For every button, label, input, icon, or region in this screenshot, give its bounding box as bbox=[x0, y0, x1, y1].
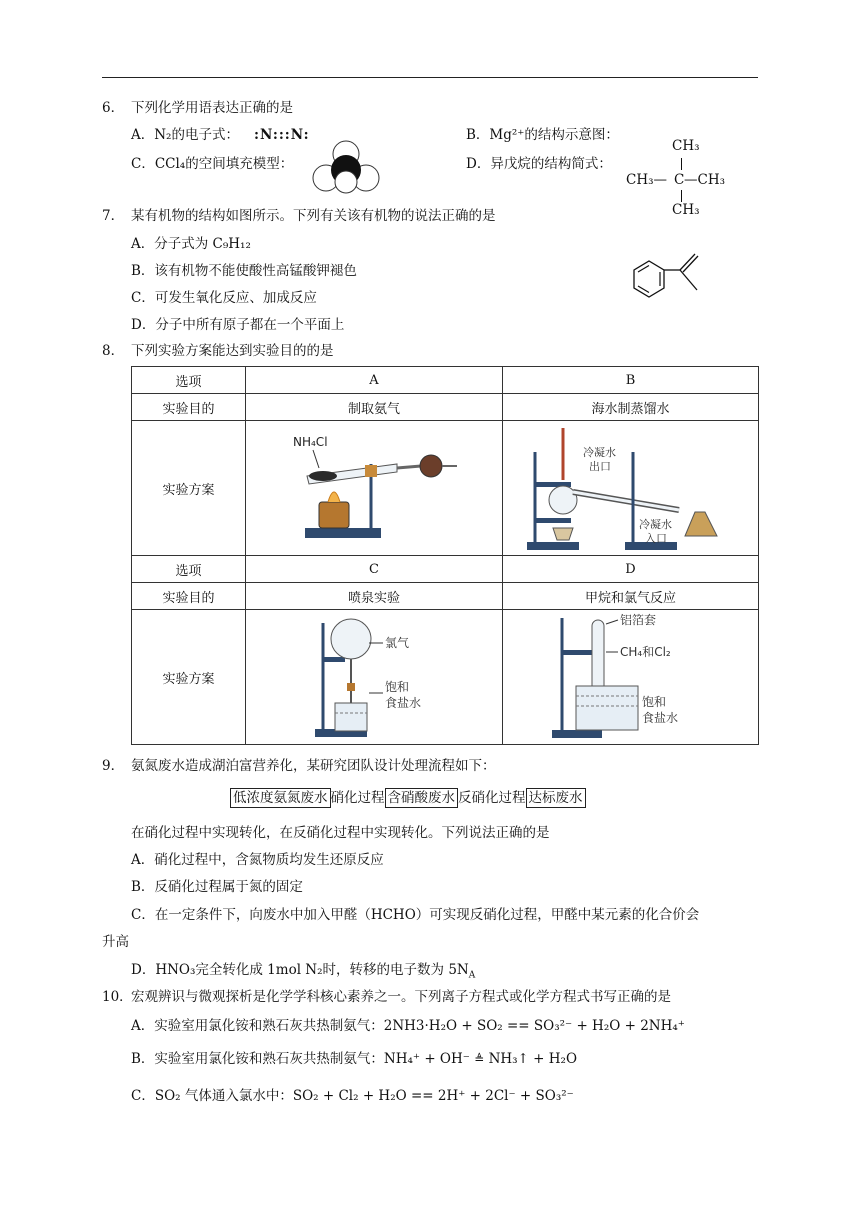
q9-option-c: C．在一定条件下，向废水中加入甲醛（HCHO）可实现反硝化过程，甲醛中某元素的化合价会 bbox=[131, 907, 700, 923]
cell-purpose-c: 喷泉实验 bbox=[246, 583, 503, 610]
q10-option-b-pre: B．实验室用氯化铵和熟石灰共热制氨气：NH₄⁺ + OH⁻ bbox=[131, 1051, 470, 1067]
struct-center: C bbox=[674, 172, 685, 188]
q9-option-d bbox=[131, 961, 475, 985]
header-rule bbox=[102, 77, 758, 78]
q10-option-b-post: NH₃↑ + H₂O bbox=[488, 1051, 578, 1067]
process-flow bbox=[230, 786, 586, 806]
isopentane-structure bbox=[626, 136, 736, 220]
struct-top: CH₃ bbox=[672, 138, 700, 154]
flow-step-3: 达标废水 bbox=[526, 788, 586, 808]
cell-label-d: D bbox=[503, 556, 759, 583]
reagent-powder bbox=[309, 471, 337, 481]
q9-option-c-cont: 升高 bbox=[102, 934, 129, 950]
q10-option-b-arrow: ≜ bbox=[474, 1052, 485, 1066]
q7-number: 7． bbox=[102, 208, 125, 224]
table-row bbox=[132, 610, 759, 745]
cell-purpose-a: 制取氨气 bbox=[246, 394, 503, 421]
q6-number: 6． bbox=[102, 100, 125, 116]
cell-purpose-header: 实验目的 bbox=[132, 394, 246, 421]
q10-option-a: A．实验室用氯化铵和熟石灰共热制氨气：2NH3·H₂O + SO₂ == SO₃²⁻ + H₂O + 2NH₄⁺ bbox=[131, 1018, 685, 1034]
q10-option-c: C．SO₂ 气体通入氯水中：SO₂ + Cl₂ + H₂O == 2H⁺ + 2Cl⁻ + SO₃²⁻ bbox=[131, 1088, 574, 1104]
q7-option-c: C．可发生氧化反应、加成反应 bbox=[131, 290, 317, 306]
inlet-label-2: 入口 bbox=[644, 532, 667, 545]
foil-label: 铝箔套 bbox=[619, 613, 656, 627]
cell-scheme-a bbox=[246, 421, 503, 556]
q9-number: 9． bbox=[102, 758, 125, 774]
beaker bbox=[335, 703, 367, 731]
ccl4-space-filling-model bbox=[312, 138, 380, 196]
q6-option-c-label: C．CCl₄的空间填充模型： bbox=[131, 156, 294, 172]
apparatus-a-diagram bbox=[289, 424, 459, 552]
brine-label-1: 饱和 bbox=[641, 695, 666, 709]
cell-scheme-c bbox=[246, 610, 503, 745]
struct-bottom: CH₃ bbox=[672, 202, 700, 218]
q8-stem: 下列实验方案能达到实验目的的是 bbox=[131, 343, 334, 359]
q6-option-a-formula: :N:::N: bbox=[254, 127, 310, 143]
cell-option-header-2: 选项 bbox=[132, 556, 246, 583]
outlet-label-1: 冷凝水 bbox=[582, 446, 616, 459]
apparatus-d-diagram bbox=[546, 612, 716, 742]
trough bbox=[576, 686, 638, 730]
receiving-flask bbox=[685, 512, 717, 536]
bond-bottom bbox=[681, 190, 683, 202]
struct-right: —CH₃ bbox=[684, 172, 726, 188]
apparatus-c-diagram bbox=[309, 613, 439, 741]
struct-left: CH₃— bbox=[626, 172, 668, 188]
nh4cl-label: NH₄Cl bbox=[293, 435, 328, 449]
q9-stem: 氨氮废水造成湖泊富营养化，某研究团队设计处理流程如下： bbox=[131, 758, 496, 774]
q6-option-d-label: D．异戊烷的结构简式： bbox=[466, 156, 612, 172]
q10-stem: 宏观辨识与微观探析是化学学科核心素养之一。下列离子方程式或化学方程式书写正确的是 bbox=[131, 989, 671, 1005]
q9-option-d-text: D．HNO₃完全转化成 1mol N₂时，转移的电子数为 5N bbox=[131, 962, 469, 978]
cell-scheme-d bbox=[503, 610, 759, 745]
flow-arrow-2: 反硝化过程 bbox=[458, 790, 526, 806]
distillation-flask bbox=[549, 486, 577, 514]
cell-scheme-header: 实验方案 bbox=[132, 421, 246, 556]
cell-scheme-b bbox=[503, 421, 759, 556]
experiment-table bbox=[131, 366, 759, 745]
q7-option-b: B．该有机物不能使酸性高锰酸钾褪色 bbox=[131, 263, 357, 279]
brine-label-2: 食盐水 bbox=[641, 711, 678, 725]
q9-substem: 在硝化过程中实现转化，在反硝化过程中实现转化。下列说法正确的是 bbox=[131, 825, 550, 841]
table-row bbox=[132, 556, 759, 583]
cell-label-c: C bbox=[246, 556, 503, 583]
cell-label-b: B bbox=[503, 367, 759, 394]
round-flask bbox=[331, 619, 371, 659]
q9-option-b: B．反硝化过程属于氮的固定 bbox=[131, 879, 303, 895]
brine-label-1: 饱和 bbox=[385, 680, 410, 694]
cell-option-header: 选项 bbox=[132, 367, 246, 394]
q6-stem: 下列化学用语表达正确的是 bbox=[131, 100, 293, 116]
brine-label-2: 食盐水 bbox=[385, 696, 422, 710]
table-row bbox=[132, 367, 759, 394]
cell-scheme-header-2: 实验方案 bbox=[132, 610, 246, 745]
chlorine-label: 氯气 bbox=[385, 636, 410, 650]
gas-label: CH₄和Cl₂ bbox=[619, 645, 671, 659]
table-row bbox=[132, 583, 759, 610]
q6-option-a-label: A．N₂的电子式： bbox=[131, 127, 239, 143]
stand-base bbox=[305, 528, 381, 538]
alpha-methylstyrene-structure bbox=[622, 244, 732, 306]
flow-step-1: 低浓度氨氮废水 bbox=[230, 788, 331, 808]
cell-purpose-d: 甲烷和氯气反应 bbox=[503, 583, 759, 610]
cell-purpose-header-2: 实验目的 bbox=[132, 583, 246, 610]
cell-purpose-b: 海水制蒸馏水 bbox=[503, 394, 759, 421]
q8-number: 8． bbox=[102, 343, 125, 359]
q7-option-d: D．分子中所有原子都在一个平面上 bbox=[131, 317, 345, 333]
q7-option-a: A．分子式为 C₉H₁₂ bbox=[131, 236, 251, 252]
inlet-label-1: 冷凝水 bbox=[638, 518, 672, 531]
outlet-label-2: 出口 bbox=[588, 460, 611, 473]
flow-step-2: 含硝酸废水 bbox=[385, 788, 459, 808]
bond-top bbox=[681, 158, 683, 170]
cell-label-a: A bbox=[246, 367, 503, 394]
q7-stem: 某有机物的结构如图所示。下列有关该有机物的说法正确的是 bbox=[131, 208, 496, 224]
apparatus-b-diagram bbox=[521, 424, 741, 552]
table-row bbox=[132, 394, 759, 421]
q6-option-b-label: B．Mg²⁺的结构示意图： bbox=[466, 127, 619, 143]
q9-option-d-sub: A bbox=[468, 970, 476, 981]
q10-number: 10． bbox=[102, 989, 133, 1005]
q9-option-a: A．硝化过程中，含氮物质均发生还原反应 bbox=[131, 852, 384, 868]
q10-option-b bbox=[131, 1050, 577, 1068]
table-row bbox=[132, 421, 759, 556]
flow-arrow-1: 硝化过程 bbox=[330, 790, 385, 806]
drying-tube bbox=[420, 455, 442, 477]
alcohol-lamp bbox=[319, 502, 349, 528]
